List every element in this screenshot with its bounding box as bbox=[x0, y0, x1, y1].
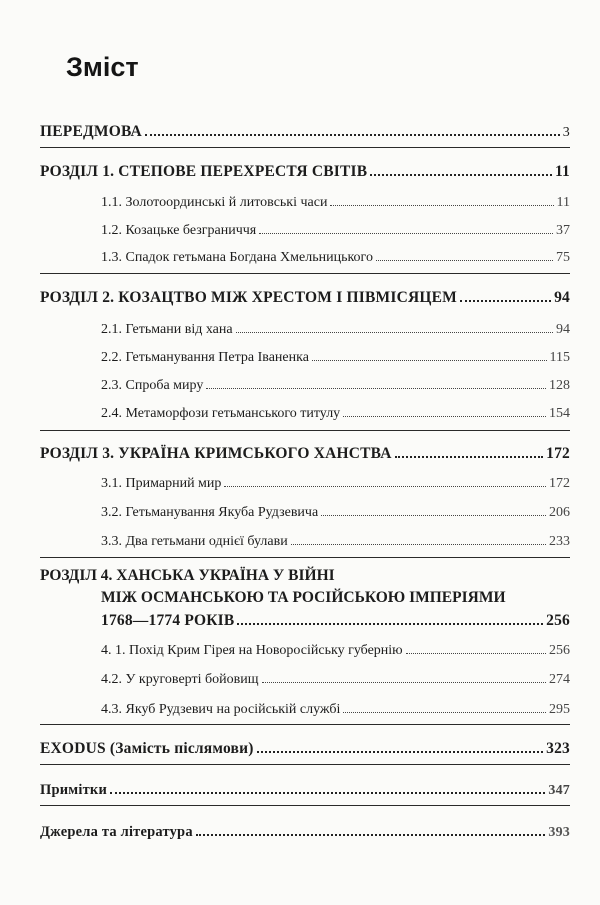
dot-leader bbox=[370, 174, 552, 176]
toc-entry-section-4[interactable] bbox=[0, 606, 600, 630]
dot-leader bbox=[376, 260, 553, 261]
dot-leader bbox=[262, 682, 547, 683]
toc-entry-page: 172 bbox=[546, 445, 570, 462]
toc-entry-subsection[interactable] bbox=[0, 398, 600, 422]
toc-entry-label: ПЕРЕДМОВА bbox=[40, 123, 142, 140]
page-title: Зміст bbox=[66, 52, 139, 82]
toc-entry-page: 347 bbox=[548, 783, 570, 798]
divider bbox=[40, 724, 570, 725]
toc-entry-page: 274 bbox=[549, 672, 570, 687]
dot-leader bbox=[236, 332, 553, 333]
toc-entry-page: 206 bbox=[549, 505, 570, 520]
toc-entry-subsection[interactable] bbox=[0, 526, 600, 550]
toc-entry-label: 2.2. Гетьманування Петра Іваненка bbox=[101, 350, 309, 365]
toc-entry-subsection[interactable] bbox=[0, 314, 600, 338]
toc-entry-subsection[interactable] bbox=[0, 215, 600, 239]
toc-entry-subsection[interactable] bbox=[0, 342, 600, 366]
toc-entry-subsection[interactable] bbox=[0, 370, 600, 394]
toc-entry-page: 94 bbox=[554, 289, 570, 306]
toc-entry-label: 4. 1. Похід Крим Гірея на Новоросійську губернію bbox=[101, 643, 403, 658]
toc-entry-label: 1.2. Козацьке безграниччя bbox=[101, 223, 257, 238]
toc-section-4-line-1[interactable]: РОЗДІЛ 4. ХАНСЬКА УКРАЇНА У ВІЙНІ bbox=[40, 567, 335, 584]
toc-entry-section-1[interactable] bbox=[0, 157, 600, 181]
toc-entry-notes[interactable] bbox=[0, 775, 600, 799]
toc-entry-sources[interactable] bbox=[0, 817, 600, 841]
toc-entry-page: 11 bbox=[556, 195, 570, 210]
divider bbox=[40, 147, 570, 148]
dot-leader bbox=[330, 205, 553, 206]
toc-entry-page: 3 bbox=[562, 125, 570, 140]
dot-leader bbox=[312, 360, 547, 361]
toc-entry-label: Примітки bbox=[40, 782, 108, 798]
toc-entry-page: 37 bbox=[556, 223, 570, 238]
toc-entry-page: 323 bbox=[546, 740, 570, 757]
toc-entry-page: 233 bbox=[549, 534, 570, 549]
toc-entry-subsection[interactable] bbox=[0, 694, 600, 718]
toc-entry-subsection[interactable] bbox=[0, 187, 600, 211]
toc-entry-label: РОЗДІЛ 2. КОЗАЦТВО МІЖ ХРЕСТОМ І ПІВМІСЯЦЕМ bbox=[40, 289, 457, 306]
toc-entry-page: 295 bbox=[549, 702, 570, 717]
toc-entry-subsection[interactable] bbox=[0, 242, 600, 266]
dot-leader bbox=[321, 515, 546, 516]
toc-entry-label: 2.4. Метаморфози гетьманського титулу bbox=[101, 406, 341, 421]
toc-entry-page: 393 bbox=[548, 825, 570, 840]
divider bbox=[40, 557, 570, 558]
toc-entry-page: 11 bbox=[554, 163, 570, 180]
dot-leader bbox=[343, 712, 546, 713]
dot-leader bbox=[259, 233, 553, 234]
toc-entry-page: 154 bbox=[549, 406, 570, 421]
toc-entry-label: 1768—1774 РОКІВ bbox=[101, 612, 235, 629]
toc-section-4-line-2[interactable]: МІЖ ОСМАНСЬКОЮ ТА РОСІЙСЬКОЮ ІМПЕРІЯМИ bbox=[101, 589, 506, 606]
dot-leader bbox=[196, 834, 546, 836]
dot-leader bbox=[110, 792, 545, 794]
toc-entry-page: 172 bbox=[549, 476, 570, 491]
dot-leader bbox=[257, 751, 544, 753]
dot-leader bbox=[291, 544, 546, 545]
toc-entry-label: РОЗДІЛ 1. СТЕПОВЕ ПЕРЕХРЕСТЯ СВІТІВ bbox=[40, 163, 368, 180]
toc-entry-page: 128 bbox=[549, 378, 570, 393]
divider bbox=[40, 430, 570, 431]
toc-entry-page: 256 bbox=[546, 612, 570, 629]
toc-entry-section-3[interactable] bbox=[0, 439, 600, 463]
toc-entry-label: 3.2. Гетьманування Якуба Рудзевича bbox=[101, 505, 319, 520]
toc-entry-label: 1.1. Золотоординські й литовські часи bbox=[101, 195, 328, 210]
divider bbox=[40, 273, 570, 274]
toc-entry-label: 1.3. Спадок гетьмана Богдана Хмельницького bbox=[101, 250, 373, 265]
toc-entry-label: 4.2. У круговерті бойовищ bbox=[101, 672, 259, 687]
toc-entry-label: 2.3. Спроба миру bbox=[101, 378, 204, 393]
dot-leader bbox=[145, 134, 560, 136]
toc-entry-label: 4.3. Якуб Рудзевич на російській службі bbox=[101, 702, 341, 717]
toc-entry-label: 3.3. Два гетьмани однієї булави bbox=[101, 534, 288, 549]
toc-entry-label: 2.1. Гетьмани від хана bbox=[101, 322, 233, 337]
toc-entry-label: Джерела та література bbox=[40, 824, 193, 840]
toc-entry-page: 256 bbox=[549, 643, 570, 658]
dot-leader bbox=[237, 623, 543, 625]
dot-leader bbox=[206, 388, 546, 389]
toc-entry-page: 94 bbox=[556, 322, 570, 337]
toc-entry-subsection[interactable] bbox=[0, 468, 600, 492]
divider bbox=[40, 764, 570, 765]
toc-entry-subsection[interactable] bbox=[0, 635, 600, 659]
toc-entry-preface[interactable] bbox=[0, 117, 600, 141]
divider bbox=[40, 805, 570, 806]
toc-entry-section-2[interactable] bbox=[0, 283, 600, 307]
toc-entry-label: РОЗДІЛ 3. УКРАЇНА КРИМСЬКОГО ХАНСТВА bbox=[40, 445, 392, 462]
toc-entry-exodus[interactable] bbox=[0, 734, 600, 758]
toc-entry-subsection[interactable] bbox=[0, 497, 600, 521]
toc-entry-page: 115 bbox=[549, 350, 570, 365]
dot-leader bbox=[224, 486, 546, 487]
dot-leader bbox=[460, 300, 551, 302]
toc-entry-page: 75 bbox=[556, 250, 570, 265]
dot-leader bbox=[343, 416, 546, 417]
dot-leader bbox=[406, 653, 546, 654]
toc-entry-label: 3.1. Примарний мир bbox=[101, 476, 222, 491]
dot-leader bbox=[395, 456, 544, 458]
toc-entry-label: EXODUS (Замість післямови) bbox=[40, 740, 254, 757]
toc-entry-subsection[interactable] bbox=[0, 664, 600, 688]
